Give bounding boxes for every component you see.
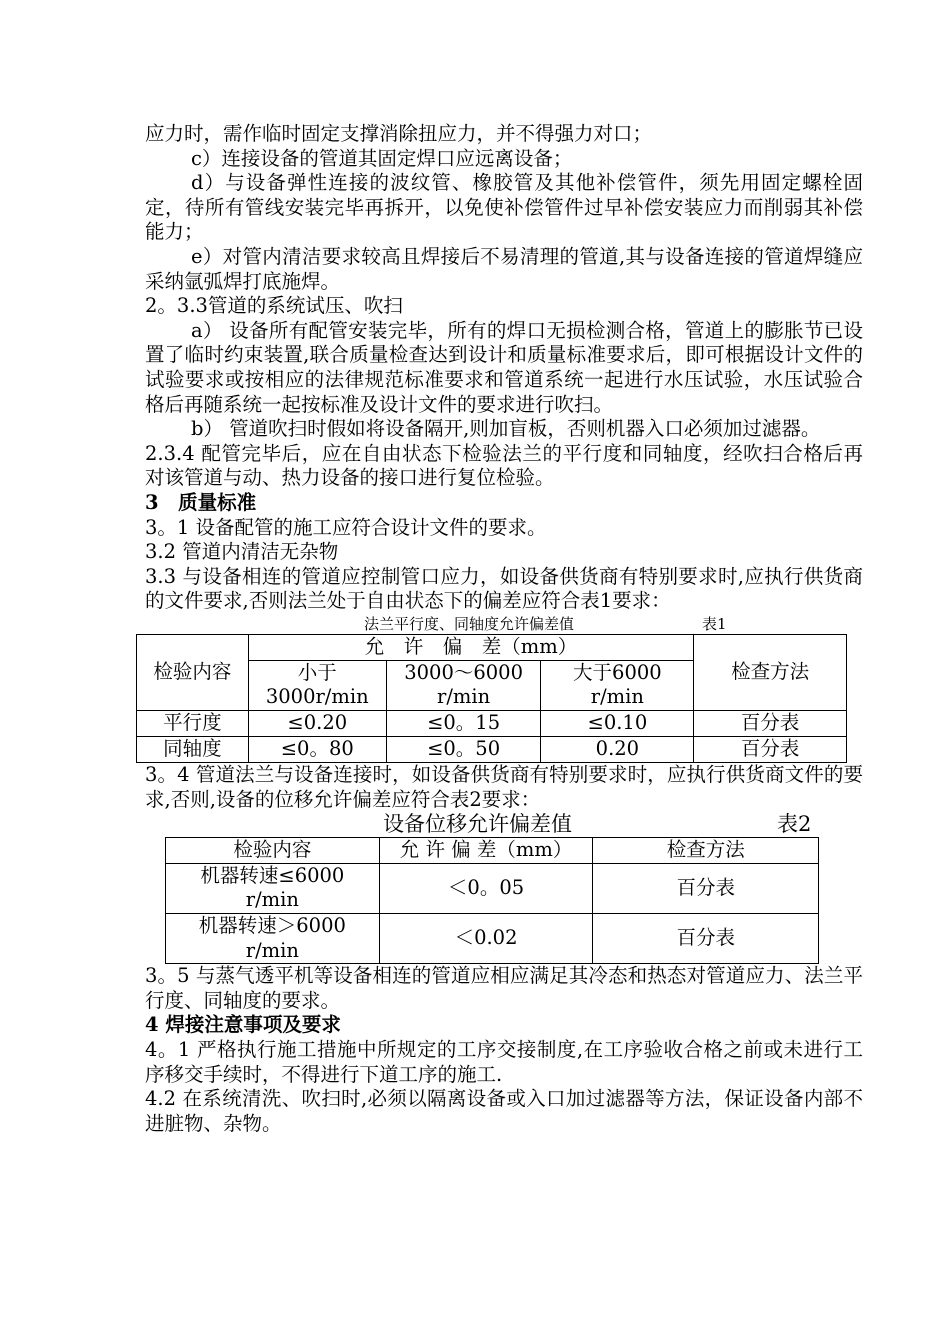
table-2-caption: 设备位移允许偏差值 xyxy=(383,812,572,837)
top-paragraphs xyxy=(145,122,863,491)
table-1-cell: 0.20 xyxy=(541,737,694,763)
table-1-cell: ≤0.10 xyxy=(541,711,694,737)
table-2-cell-item: 机器转速＞6000 r/min xyxy=(166,914,380,964)
table-1-caption: 法兰平行度、同轴度允许偏差值 xyxy=(364,614,575,633)
table-1 xyxy=(136,634,847,763)
table-2-header: 检验内容 xyxy=(166,838,380,864)
table-1-block xyxy=(136,614,836,763)
table-2-cell: ＜0.02 xyxy=(379,914,593,964)
paragraph-3-5: 3。5 与蒸气透平机等设备相连的管道应相应满足其冷态和热态对管道应力、法兰平行度、同轴度的要求。 xyxy=(145,964,863,1012)
paragraph: a） 设备所有配管安装完毕，所有的焊口无损检测合格，管道上的膨胀节已设置了临时约束装置,联合质量检查达到设计和质量标准要求后，即可根据设计文件的试验要求或按相应的法律规范标准要求和管道系统一起进行水压试验，水压试验合格后再随系统一起按标准及设计文件的要求进行吹扫。 xyxy=(145,318,863,416)
table-1-header-method: 检查方法 xyxy=(694,634,847,710)
table-1-cell: ≤0.20 xyxy=(248,711,386,737)
paragraph: d）与设备弹性连接的波纹管、橡胶管及其他补偿管件，须先用固定螺栓固定，待所有管线安装完毕再拆开，以免使补偿管件过早补偿安装应力而削弱其补偿能力； xyxy=(145,171,863,244)
table-1-cell: ≤0。15 xyxy=(386,711,541,737)
document-page xyxy=(145,122,863,1136)
table-2-cell-method: 百分表 xyxy=(593,863,819,913)
paragraph: 应力时，需作临时固定支撑消除扭应力，并不得强力对口； xyxy=(145,122,653,145)
table-2-header: 允 许 偏 差（mm） xyxy=(379,838,593,864)
table-row xyxy=(166,914,819,964)
table-2-cell-item: 机器转速≤6000 r/min xyxy=(166,863,380,913)
table-2-cell-method: 百分表 xyxy=(593,914,819,964)
section-4-heading: 4 焊接注意事项及要求 xyxy=(145,1013,341,1037)
table-2-caption-row xyxy=(165,812,819,837)
table-1-cell-method: 百分表 xyxy=(694,711,847,737)
table-1-cell-item: 平行度 xyxy=(137,711,249,737)
paragraph: 2.3.4 配管完毕后，应在自由状态下检验法兰的平行度和同轴度，经吹扫合格后再对该管道与动、热力设备的接口进行复位检验。 xyxy=(145,441,863,490)
paragraph-3-4: 3。4 管道法兰与设备连接时，如设备供货商有特别要求时，应执行供货商文件的要求,否则,设备的位移允许偏差应符合表2要求： xyxy=(145,763,863,811)
table-1-cell-item: 同轴度 xyxy=(137,737,249,763)
table-1-subheader: 小于 3000r/min xyxy=(248,660,386,710)
table-row xyxy=(166,863,819,913)
table-1-cell-method: 百分表 xyxy=(694,737,847,763)
section-3-item-1: 3。1 设备配管的施工应符合设计文件的要求。 xyxy=(145,515,547,539)
table-2-block xyxy=(165,812,819,964)
section-4-item-2: 4.2 在系统清洗、吹扫时,必须以隔离设备或入口加过滤器等方法，保证设备内部不进脏物、杂物。 xyxy=(145,1087,863,1135)
table-1-subheader: 3000～6000 r/min xyxy=(386,660,541,710)
table-2-label: 表2 xyxy=(777,812,812,837)
table-1-cell: ≤0。80 xyxy=(248,737,386,763)
table-1-header-item: 检验内容 xyxy=(137,634,249,710)
table-1-subheader: 大于6000 r/min xyxy=(541,660,694,710)
table-1-caption-row xyxy=(136,614,836,634)
table-1-header-group: 允 许 偏 差（mm） xyxy=(248,634,693,660)
section-3-item-2: 3.2 管道内清洁无杂物 xyxy=(145,540,339,564)
section-3-heading: 3 质量标准 xyxy=(145,490,257,514)
table-1-cell: ≤0。50 xyxy=(386,737,541,763)
paragraph: b） 管道吹扫时假如将设备隔开,则加盲板，否则机器入口必须加过滤器。 xyxy=(191,417,821,441)
paragraph: c）连接设备的管道其固定焊口应远离设备； xyxy=(191,146,573,170)
section-4-item-1: 4。1 严格执行施工措施中所规定的工序交接制度,在工序验收合格之前或未进行工序移交手续时，不得进行下道工序的施工. xyxy=(145,1038,863,1086)
paragraph: 2。3.3管道的系统试压、吹扫 xyxy=(145,294,403,318)
table-2-header: 检查方法 xyxy=(593,838,819,864)
table-2 xyxy=(165,837,819,964)
paragraph: e）对管内清洁要求较高且焊接后不易清理的管道,其与设备连接的管道焊缝应采纳氩弧焊打底施焊。 xyxy=(145,244,863,293)
table-row xyxy=(137,737,847,763)
table-1-label: 表1 xyxy=(702,614,727,633)
table-row xyxy=(137,711,847,737)
section-3-item-3: 3.3 与设备相连的管道应控制管口应力，如设备供货商有特别要求时,应执行供货商的文件要求,否则法兰处于自由状态下的偏差应符合表1要求： xyxy=(145,564,863,613)
table-2-cell: ＜0。05 xyxy=(379,863,593,913)
